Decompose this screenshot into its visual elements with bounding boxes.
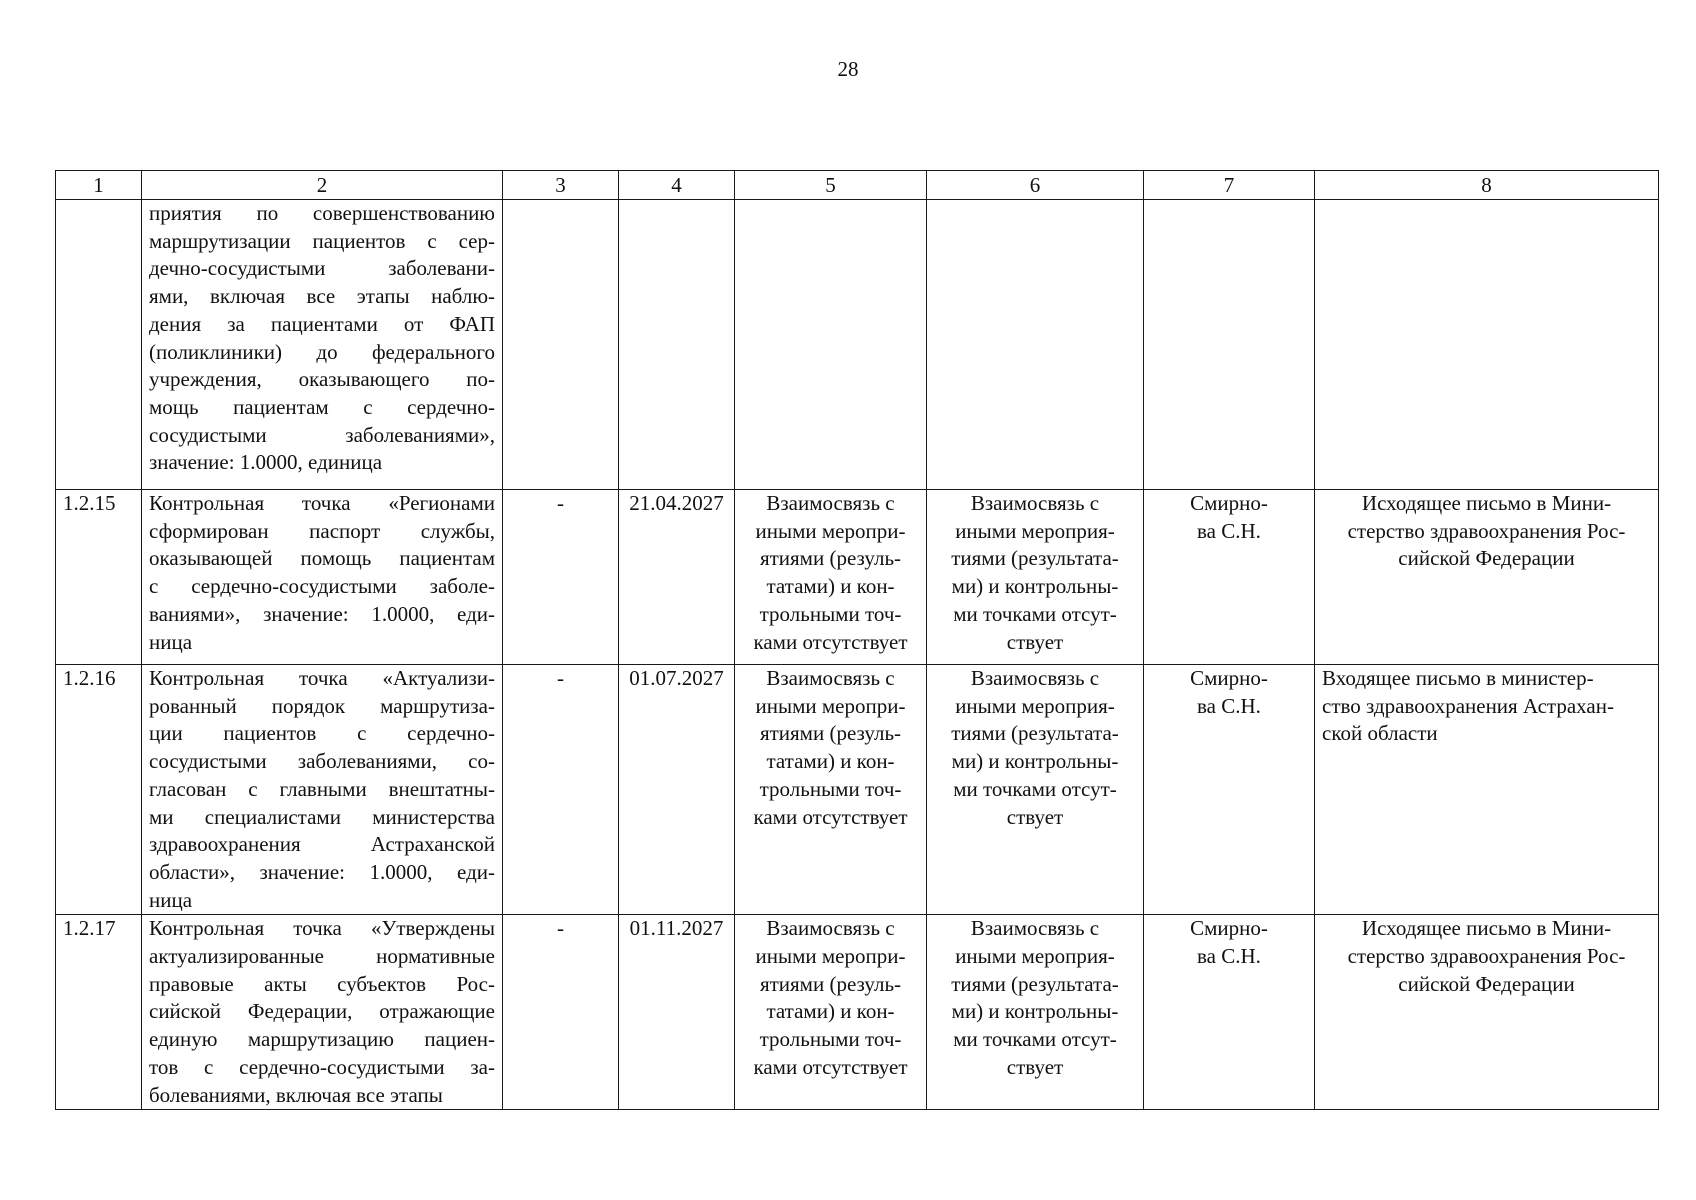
text-line: ми) и контрольны- [951, 999, 1119, 1024]
row-number-cell: 1.2.15 [56, 490, 142, 665]
text-line: Взаимосвязь с [970, 916, 1100, 941]
text-line: татами) и кон- [766, 999, 895, 1024]
relation-cell [735, 915, 927, 1110]
text-line: тиями (результата- [951, 721, 1119, 746]
text-line: татами) и кон- [766, 749, 895, 774]
table-row [56, 490, 1659, 665]
text-line: стерство здравоохранения Рос- [1347, 518, 1626, 543]
text-line: иными меропри- [755, 944, 906, 969]
text-line: ми) и контрольны- [951, 574, 1119, 599]
text-line: иными мероприя- [955, 693, 1115, 718]
text-line: татами) и кон- [766, 574, 895, 599]
text-line: трольными точ- [759, 601, 902, 626]
base-value-cell: - [503, 665, 619, 915]
continuation-cell-4 [619, 200, 735, 490]
text-line: с сердечно-сосудистыми заболе- [149, 574, 495, 599]
text-line: учреждения, оказывающего по- [149, 367, 495, 392]
continuation-cell-3 [503, 200, 619, 490]
text-line: иными мероприя- [955, 944, 1115, 969]
text-line: ции пациентов с сердечно- [149, 721, 495, 746]
text-line: единую маршрутизацию пациен- [149, 1027, 495, 1052]
text-line: трольными точ- [759, 1027, 902, 1052]
column-number-6: 6 [927, 171, 1144, 200]
table-body [56, 171, 1659, 1110]
text-line: ми точками отсут- [953, 1027, 1117, 1052]
text-line: рованный порядок маршрутиза- [149, 693, 495, 718]
text-line: Контрольная точка «Регионами [149, 491, 495, 515]
relation-cell [735, 665, 927, 915]
text-line: ница [149, 887, 193, 912]
column-number-8: 8 [1315, 171, 1659, 200]
text-line: ятиями (резуль- [759, 546, 902, 571]
text-line: значение: 1.0000, единица [149, 450, 383, 475]
text-line: Исходящее письмо в Мини- [1361, 491, 1612, 515]
text-line: Контрольная точка «Утверждены [149, 916, 495, 941]
table-row [56, 665, 1659, 915]
row-number-cell: 1.2.17 [56, 915, 142, 1110]
column-number-1: 1 [56, 171, 142, 200]
responsible-cell [1144, 915, 1315, 1110]
text-line: Взаимосвязь с [766, 916, 895, 941]
text-line: ками отсутствует [753, 1054, 908, 1079]
date-cell: 01.11.2027 [619, 915, 735, 1110]
text-line: ми точками отсут- [953, 776, 1117, 801]
column-number-5: 5 [735, 171, 927, 200]
text-line: сийской Федерации [1398, 971, 1575, 996]
date-cell: 01.07.2027 [619, 665, 735, 915]
text-line: сосудистыми заболеваниями, со- [149, 749, 495, 774]
text-line: (поликлиники) до федерального [149, 339, 495, 364]
relation-result-cell [927, 490, 1144, 665]
plan-table [55, 170, 1659, 1110]
text-line: сформирован паспорт службы, [149, 518, 495, 543]
text-line: трольными точ- [759, 776, 902, 801]
row-number-cell: 1.2.16 [56, 665, 142, 915]
text-line: ствует [1006, 804, 1064, 829]
text-line: ствует [1006, 629, 1064, 654]
text-line: сийской Федерации, отражающие [149, 999, 495, 1024]
description-cell [142, 665, 503, 915]
text-line: Входящее письмо в министер- [1322, 666, 1594, 690]
text-line: ми точками отсут- [953, 601, 1117, 626]
base-value-cell: - [503, 490, 619, 665]
document-cell [1315, 915, 1659, 1110]
column-number-2: 2 [142, 171, 503, 200]
relation-cell [735, 490, 927, 665]
text-line: ва С.Н. [1197, 518, 1261, 543]
text-line: ками отсутствует [753, 804, 908, 829]
text-line: Смирно- [1190, 666, 1268, 690]
text-line: оказывающей помощь пациентам [149, 546, 495, 571]
text-line: ской области [1322, 721, 1438, 746]
text-line: ва С.Н. [1197, 693, 1261, 718]
text-line: ствует [1006, 1054, 1064, 1079]
text-line: актуализированные нормативные [149, 944, 495, 969]
text-line: тиями (результата- [951, 971, 1119, 996]
document-cell [1315, 665, 1659, 915]
description-cell [142, 490, 503, 665]
column-number-3: 3 [503, 171, 619, 200]
text-line: иными меропри- [755, 693, 906, 718]
text-line: маршрутизации пациентов с сер- [149, 228, 495, 253]
text-line: иными мероприя- [955, 518, 1115, 543]
text-line: приятия по совершенствованию [149, 201, 495, 225]
text-line: Взаимосвязь с [766, 666, 895, 690]
text-line: сийской Федерации [1398, 546, 1575, 571]
continuation-cell-6 [927, 200, 1144, 490]
text-line: мощь пациентам с сердечно- [149, 394, 495, 419]
text-line: ваниями», значение: 1.0000, еди- [149, 601, 495, 626]
text-line: сосудистыми заболеваниями», [149, 422, 495, 447]
description-cell [142, 915, 503, 1110]
text-line: ятиями (резуль- [759, 971, 902, 996]
text-line: ница [149, 629, 193, 654]
text-line: иными меропри- [755, 518, 906, 543]
text-line: Взаимосвязь с [766, 491, 895, 515]
text-line: гласован с главными внештатны- [149, 776, 495, 801]
text-line: области», значение: 1.0000, еди- [149, 859, 495, 884]
text-line: ми) и контрольны- [951, 749, 1119, 774]
continuation-cell-8 [1315, 200, 1659, 490]
text-line: Контрольная точка «Актуализи- [149, 666, 495, 690]
column-number-7: 7 [1144, 171, 1315, 200]
text-line: тиями (результата- [951, 546, 1119, 571]
date-cell: 21.04.2027 [619, 490, 735, 665]
text-line: Смирно- [1190, 491, 1268, 515]
text-line: дечно-сосудистыми заболевани- [149, 256, 495, 281]
page-number: 28 [837, 57, 859, 81]
responsible-cell [1144, 665, 1315, 915]
text-line: стерство здравоохранения Рос- [1347, 944, 1626, 969]
base-value-cell: - [503, 915, 619, 1110]
text-line: Взаимосвязь с [970, 491, 1100, 515]
text-line: дения за пациентами от ФАП [149, 311, 495, 336]
text-line: ками отсутствует [753, 629, 908, 654]
continuation-row [56, 200, 1659, 490]
continuation-cell-7 [1144, 200, 1315, 490]
text-line: ство здравоохранения Астрахан- [1322, 693, 1614, 718]
column-number-4: 4 [619, 171, 735, 200]
continuation-description-cell [142, 200, 503, 490]
column-number-row [56, 171, 1659, 200]
text-line: правовые акты субъектов Рос- [149, 971, 495, 996]
text-line: здравоохранения Астраханской [149, 832, 495, 857]
continuation-number-cell [56, 200, 142, 490]
text-line: болеваниями, включая все этапы [149, 1082, 443, 1107]
text-line: Взаимосвязь с [970, 666, 1100, 690]
relation-result-cell [927, 665, 1144, 915]
text-line: тов с сердечно-сосудистыми за- [149, 1054, 495, 1079]
text-line: Смирно- [1190, 916, 1268, 941]
text-line: ва С.Н. [1197, 944, 1261, 969]
text-line: ятиями (резуль- [759, 721, 902, 746]
document-cell [1315, 490, 1659, 665]
continuation-cell-5 [735, 200, 927, 490]
relation-result-cell [927, 915, 1144, 1110]
responsible-cell [1144, 490, 1315, 665]
text-line: ями, включая все этапы наблю- [149, 284, 495, 309]
table-row [56, 915, 1659, 1110]
text-line: Исходящее письмо в Мини- [1361, 916, 1612, 941]
text-line: ми специалистами министерства [149, 804, 495, 829]
